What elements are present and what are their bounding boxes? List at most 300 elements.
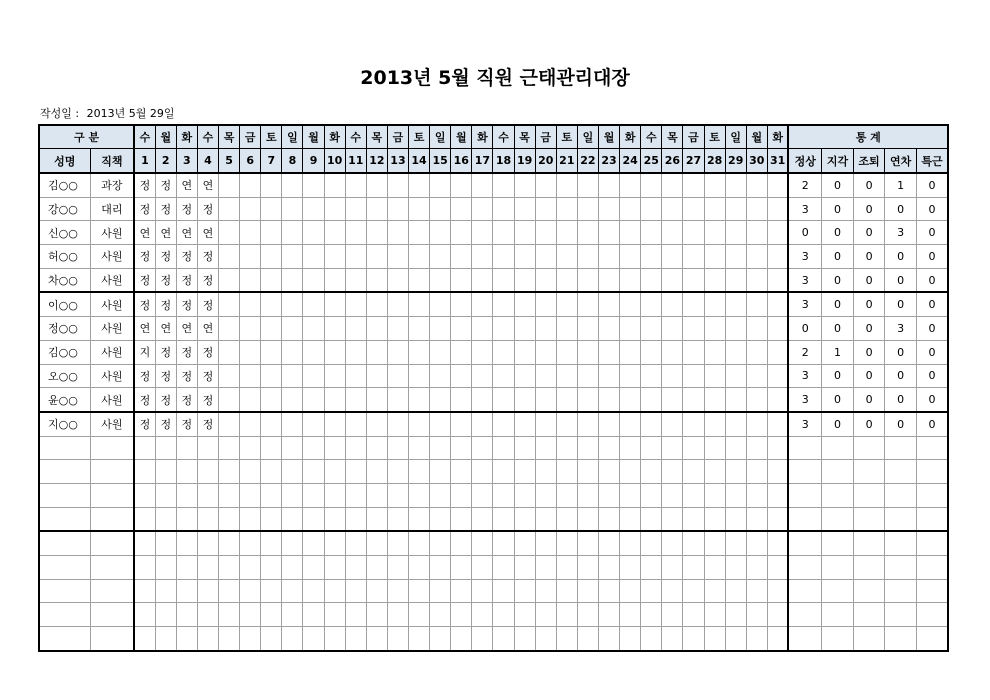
attendance-cell — [704, 436, 725, 460]
weekday-cell: 수 — [641, 125, 662, 149]
attendance-cell — [430, 627, 451, 651]
stat-cell — [885, 483, 917, 507]
attendance-cell — [282, 340, 303, 364]
attendance-cell — [472, 197, 493, 221]
attendance-cell — [303, 556, 324, 580]
attendance-cell — [599, 460, 620, 484]
day-number-cell: 3 — [176, 149, 197, 174]
attendance-cell — [641, 364, 662, 388]
day-number-cell: 16 — [451, 149, 472, 174]
attendance-cell — [514, 436, 535, 460]
attendance-cell — [683, 460, 704, 484]
employee-position — [90, 460, 134, 484]
attendance-cell — [767, 460, 788, 484]
attendance-cell — [387, 317, 408, 341]
attendance-cell — [303, 340, 324, 364]
attendance-cell — [556, 292, 577, 316]
attendance-cell — [599, 531, 620, 555]
attendance-cell — [620, 221, 641, 245]
attendance-cell — [767, 412, 788, 436]
attendance-cell — [409, 317, 430, 341]
attendance-cell — [219, 197, 240, 221]
attendance-cell — [261, 460, 282, 484]
attendance-cell — [535, 627, 556, 651]
attendance-cell — [282, 483, 303, 507]
attendance-cell — [282, 436, 303, 460]
attendance-cell: 지 — [134, 340, 155, 364]
attendance-cell — [303, 460, 324, 484]
attendance-cell — [219, 245, 240, 269]
weekday-cell: 토 — [409, 125, 430, 149]
attendance-cell: 연 — [176, 317, 197, 341]
attendance-cell — [366, 317, 387, 341]
day-number-cell: 19 — [514, 149, 535, 174]
weekday-cell: 토 — [704, 125, 725, 149]
attendance-cell — [556, 579, 577, 603]
attendance-cell — [219, 507, 240, 531]
stat-cell: 0 — [822, 268, 854, 292]
attendance-cell — [641, 292, 662, 316]
attendance-cell — [240, 603, 261, 627]
employee-position: 사원 — [90, 412, 134, 436]
attendance-cell — [197, 627, 218, 651]
stat-cell — [822, 531, 854, 555]
attendance-cell: 정 — [134, 292, 155, 316]
attendance-cell — [535, 483, 556, 507]
employee-name: 차○○ — [39, 268, 90, 292]
attendance-cell — [240, 197, 261, 221]
attendance-cell — [261, 173, 282, 197]
weekday-cell: 수 — [493, 125, 514, 149]
stat-cell: 1 — [822, 340, 854, 364]
employee-name: 오○○ — [39, 364, 90, 388]
attendance-cell — [345, 268, 366, 292]
table-row — [39, 292, 948, 316]
employee-name — [39, 531, 90, 555]
attendance-cell — [472, 292, 493, 316]
attendance-cell — [430, 292, 451, 316]
attendance-cell — [303, 245, 324, 269]
employee-position — [90, 627, 134, 651]
attendance-cell — [620, 531, 641, 555]
attendance-cell — [430, 460, 451, 484]
attendance-cell — [556, 221, 577, 245]
day-number-cell: 6 — [240, 149, 261, 174]
employee-position — [90, 531, 134, 555]
attendance-cell — [746, 460, 767, 484]
attendance-cell — [176, 483, 197, 507]
attendance-cell — [641, 412, 662, 436]
stat-cell — [788, 436, 821, 460]
attendance-cell — [366, 507, 387, 531]
attendance-cell — [620, 507, 641, 531]
attendance-cell — [409, 412, 430, 436]
stat-cell — [822, 603, 854, 627]
weekday-cell: 월 — [303, 125, 324, 149]
attendance-cell — [493, 292, 514, 316]
stat-cell: 3 — [885, 221, 917, 245]
attendance-cell: 연 — [176, 173, 197, 197]
attendance-cell — [514, 579, 535, 603]
attendance-cell — [725, 340, 746, 364]
attendance-cell — [197, 603, 218, 627]
attendance-cell — [324, 197, 345, 221]
stat-cell: 0 — [917, 340, 948, 364]
attendance-cell — [556, 388, 577, 412]
attendance-cell — [704, 317, 725, 341]
stat-cell: 3 — [788, 412, 821, 436]
stat-cell — [788, 603, 821, 627]
attendance-cell — [409, 173, 430, 197]
attendance-cell — [303, 627, 324, 651]
table-row — [39, 460, 948, 484]
weekday-cell: 화 — [324, 125, 345, 149]
attendance-cell — [303, 436, 324, 460]
attendance-cell — [219, 221, 240, 245]
stat-cell: 0 — [822, 317, 854, 341]
attendance-cell — [430, 364, 451, 388]
attendance-cell — [324, 388, 345, 412]
attendance-cell: 정 — [197, 197, 218, 221]
stat-cell: 2 — [788, 340, 821, 364]
day-number-cell: 7 — [261, 149, 282, 174]
attendance-cell — [493, 245, 514, 269]
attendance-cell — [345, 364, 366, 388]
day-number-cell: 28 — [704, 149, 725, 174]
attendance-cell: 정 — [134, 364, 155, 388]
attendance-cell — [219, 483, 240, 507]
attendance-cell — [219, 436, 240, 460]
attendance-cell: 정 — [197, 388, 218, 412]
attendance-cell — [261, 317, 282, 341]
attendance-cell — [282, 317, 303, 341]
stat-cell: 0 — [788, 317, 821, 341]
stat-cell — [788, 531, 821, 555]
attendance-cell — [409, 483, 430, 507]
attendance-cell — [514, 364, 535, 388]
attendance-cell — [725, 245, 746, 269]
attendance-cell — [767, 197, 788, 221]
attendance-cell — [303, 507, 324, 531]
attendance-cell — [409, 603, 430, 627]
attendance-cell — [662, 436, 683, 460]
attendance-cell — [451, 221, 472, 245]
attendance-cell — [345, 579, 366, 603]
stat-cell — [917, 436, 948, 460]
attendance-cell — [493, 507, 514, 531]
attendance-cell — [535, 317, 556, 341]
attendance-cell — [240, 483, 261, 507]
attendance-cell — [725, 221, 746, 245]
attendance-cell — [303, 292, 324, 316]
weekday-cell: 일 — [282, 125, 303, 149]
attendance-cell — [641, 388, 662, 412]
attendance-cell — [662, 412, 683, 436]
attendance-cell — [240, 436, 261, 460]
attendance-cell: 정 — [176, 268, 197, 292]
attendance-cell — [577, 317, 598, 341]
attendance-cell — [662, 531, 683, 555]
attendance-cell — [725, 317, 746, 341]
table-row — [39, 507, 948, 531]
attendance-cell: 정 — [155, 388, 176, 412]
stat-cell — [885, 507, 917, 531]
attendance-cell — [155, 531, 176, 555]
table-row — [39, 388, 948, 412]
attendance-cell — [767, 483, 788, 507]
attendance-cell — [366, 556, 387, 580]
stat-cell: 0 — [854, 340, 885, 364]
stat-cell: 0 — [885, 197, 917, 221]
attendance-cell — [409, 436, 430, 460]
weekday-cell: 일 — [430, 125, 451, 149]
attendance-cell — [746, 436, 767, 460]
attendance-cell — [324, 507, 345, 531]
attendance-cell — [725, 483, 746, 507]
attendance-cell — [155, 436, 176, 460]
attendance-cell — [387, 268, 408, 292]
stat-cell — [885, 627, 917, 651]
stat-cell: 0 — [885, 412, 917, 436]
attendance-cell — [493, 197, 514, 221]
attendance-cell — [514, 221, 535, 245]
attendance-cell — [662, 197, 683, 221]
employee-position: 과장 — [90, 173, 134, 197]
stat-cell — [917, 603, 948, 627]
attendance-cell — [366, 483, 387, 507]
attendance-cell — [219, 268, 240, 292]
stat-cell — [822, 627, 854, 651]
attendance-cell — [282, 556, 303, 580]
date-value: 2013년 5월 29일 — [86, 107, 175, 120]
attendance-cell — [345, 460, 366, 484]
attendance-cell: 정 — [176, 340, 197, 364]
attendance-cell — [556, 483, 577, 507]
attendance-cell: 연 — [176, 221, 197, 245]
stat-cell: 3 — [788, 388, 821, 412]
attendance-cell — [641, 556, 662, 580]
attendance-cell — [556, 531, 577, 555]
attendance-cell — [620, 317, 641, 341]
attendance-cell — [514, 507, 535, 531]
attendance-cell — [535, 245, 556, 269]
attendance-cell — [240, 364, 261, 388]
attendance-cell — [662, 268, 683, 292]
attendance-cell — [599, 340, 620, 364]
attendance-cell — [577, 436, 598, 460]
attendance-cell — [387, 364, 408, 388]
attendance-cell — [599, 197, 620, 221]
attendance-cell: 정 — [155, 292, 176, 316]
attendance-cell — [577, 173, 598, 197]
attendance-cell — [240, 292, 261, 316]
attendance-cell — [767, 579, 788, 603]
attendance-cell — [345, 627, 366, 651]
attendance-cell: 연 — [134, 317, 155, 341]
attendance-cell — [176, 531, 197, 555]
employee-name: 신○○ — [39, 221, 90, 245]
employee-position: 사원 — [90, 340, 134, 364]
attendance-cell — [620, 292, 641, 316]
attendance-cell: 정 — [176, 292, 197, 316]
attendance-cell — [535, 340, 556, 364]
stat-cell: 0 — [885, 268, 917, 292]
employee-name — [39, 627, 90, 651]
attendance-cell: 정 — [197, 292, 218, 316]
attendance-cell — [641, 245, 662, 269]
table-row — [39, 245, 948, 269]
attendance-cell — [409, 292, 430, 316]
stat-cell: 0 — [885, 340, 917, 364]
attendance-cell — [641, 579, 662, 603]
employee-name — [39, 507, 90, 531]
stat-cell: 0 — [822, 197, 854, 221]
weekday-cell: 목 — [514, 125, 535, 149]
attendance-cell — [366, 412, 387, 436]
attendance-cell — [472, 507, 493, 531]
attendance-cell — [451, 579, 472, 603]
attendance-cell — [535, 268, 556, 292]
attendance-cell — [746, 197, 767, 221]
stat-cell — [788, 460, 821, 484]
weekday-cell: 화 — [176, 125, 197, 149]
attendance-cell — [599, 627, 620, 651]
attendance-cell — [746, 364, 767, 388]
attendance-cell — [345, 436, 366, 460]
attendance-cell — [577, 507, 598, 531]
group-header: 구 분 — [39, 125, 134, 149]
attendance-cell — [324, 317, 345, 341]
attendance-cell — [514, 245, 535, 269]
attendance-cell — [683, 245, 704, 269]
attendance-cell — [599, 603, 620, 627]
attendance-cell — [472, 460, 493, 484]
attendance-cell — [430, 317, 451, 341]
attendance-cell — [746, 292, 767, 316]
attendance-cell — [599, 268, 620, 292]
attendance-cell — [599, 292, 620, 316]
attendance-cell — [409, 221, 430, 245]
attendance-cell — [472, 531, 493, 555]
attendance-cell — [746, 507, 767, 531]
attendance-cell — [662, 221, 683, 245]
attendance-cell — [219, 364, 240, 388]
attendance-cell — [704, 340, 725, 364]
attendance-cell — [366, 603, 387, 627]
attendance-cell — [261, 531, 282, 555]
attendance-cell — [641, 436, 662, 460]
stat-cell: 3 — [788, 268, 821, 292]
attendance-cell — [556, 556, 577, 580]
attendance-cell — [430, 531, 451, 555]
attendance-cell — [683, 603, 704, 627]
attendance-cell — [746, 579, 767, 603]
stat-cell — [854, 579, 885, 603]
table-row — [39, 603, 948, 627]
attendance-cell — [662, 627, 683, 651]
attendance-cell — [493, 531, 514, 555]
employee-position: 사원 — [90, 388, 134, 412]
stat-cell: 0 — [854, 221, 885, 245]
attendance-cell — [620, 340, 641, 364]
attendance-cell — [493, 173, 514, 197]
attendance-cell — [514, 460, 535, 484]
attendance-cell — [197, 556, 218, 580]
attendance-cell — [641, 603, 662, 627]
attendance-cell — [556, 412, 577, 436]
attendance-cell — [324, 173, 345, 197]
attendance-cell — [451, 364, 472, 388]
table-row — [39, 268, 948, 292]
attendance-cell — [662, 507, 683, 531]
attendance-cell — [662, 317, 683, 341]
attendance-cell — [345, 507, 366, 531]
weekday-cell: 화 — [472, 125, 493, 149]
attendance-cell — [197, 483, 218, 507]
attendance-cell — [535, 531, 556, 555]
attendance-cell — [451, 317, 472, 341]
attendance-cell — [219, 292, 240, 316]
attendance-cell — [683, 531, 704, 555]
attendance-cell — [767, 364, 788, 388]
attendance-cell — [620, 483, 641, 507]
attendance-cell — [620, 173, 641, 197]
attendance-cell — [430, 245, 451, 269]
attendance-cell — [240, 340, 261, 364]
attendance-cell — [324, 460, 345, 484]
weekday-cell: 수 — [345, 125, 366, 149]
weekday-cell: 금 — [535, 125, 556, 149]
attendance-cell — [155, 627, 176, 651]
attendance-cell — [641, 483, 662, 507]
stat-cell — [885, 531, 917, 555]
attendance-cell — [746, 388, 767, 412]
attendance-cell — [176, 627, 197, 651]
weekday-cell: 화 — [767, 125, 788, 149]
attendance-cell — [282, 221, 303, 245]
attendance-cell — [261, 603, 282, 627]
weekday-cell: 월 — [599, 125, 620, 149]
attendance-cell — [176, 579, 197, 603]
attendance-cell — [577, 627, 598, 651]
attendance-cell — [746, 173, 767, 197]
weekday-cell: 목 — [662, 125, 683, 149]
attendance-cell — [641, 627, 662, 651]
attendance-cell — [725, 531, 746, 555]
attendance-cell — [451, 245, 472, 269]
attendance-cell — [345, 245, 366, 269]
stat-cell — [822, 579, 854, 603]
attendance-cell — [767, 436, 788, 460]
weekday-cell: 토 — [261, 125, 282, 149]
attendance-cell: 정 — [155, 364, 176, 388]
stat-cell: 1 — [885, 173, 917, 197]
attendance-cell — [345, 603, 366, 627]
stat-cell: 0 — [822, 388, 854, 412]
attendance-cell — [240, 579, 261, 603]
attendance-cell — [366, 531, 387, 555]
table-row — [39, 197, 948, 221]
table-row — [39, 412, 948, 436]
attendance-cell — [662, 364, 683, 388]
attendance-cell — [577, 579, 598, 603]
stat-cell: 0 — [917, 197, 948, 221]
attendance-cell — [366, 340, 387, 364]
attendance-cell — [704, 245, 725, 269]
attendance-cell — [409, 340, 430, 364]
attendance-cell — [197, 531, 218, 555]
attendance-cell — [683, 507, 704, 531]
